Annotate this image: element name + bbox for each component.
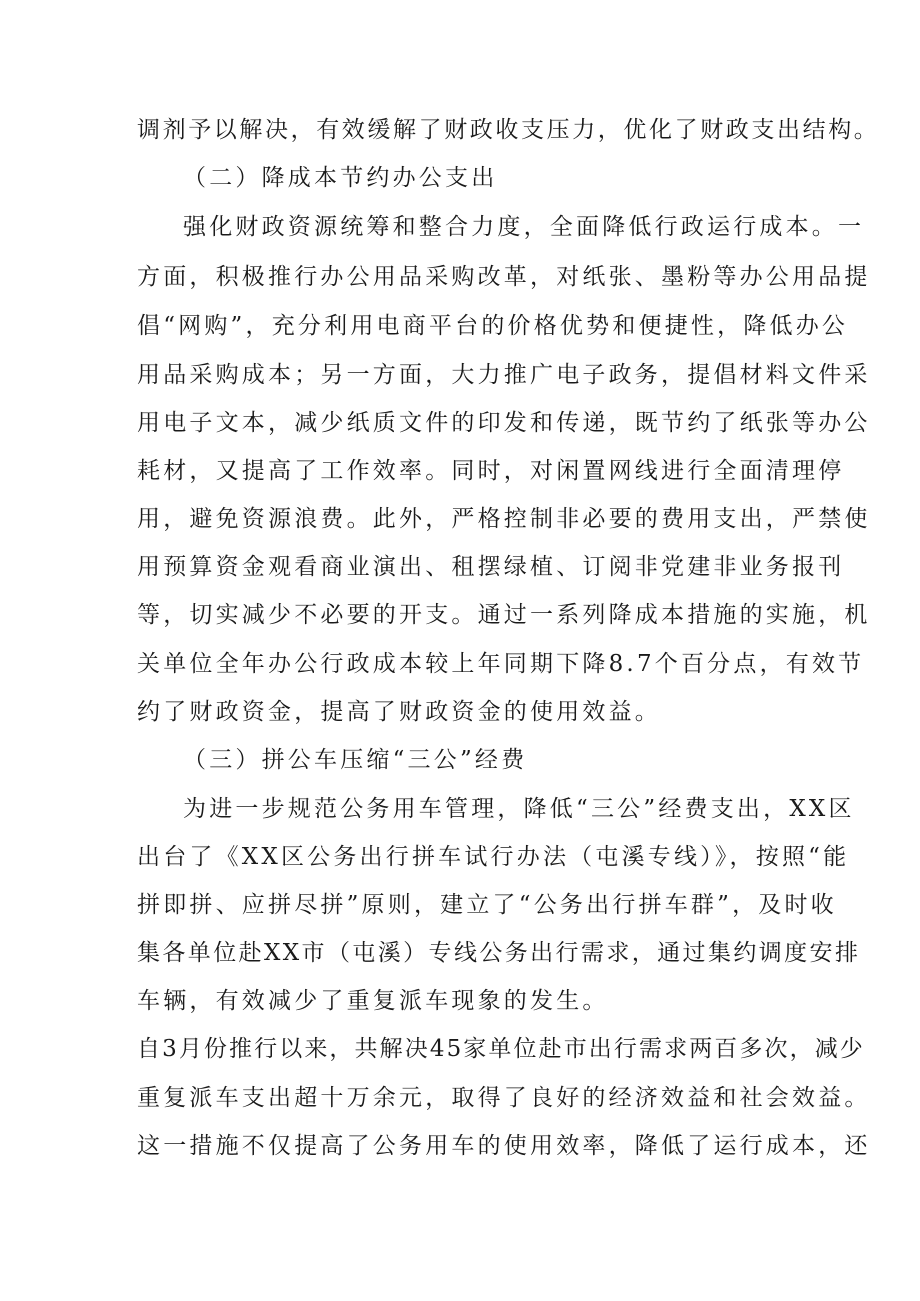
body-text-line: 用预算资金观看商业演出、租摆绿植、订阅非党建非业务报刊 — [137, 554, 845, 580]
body-text-line: 等，切实减少不必要的开支。通过一系列降成本措施的实施，机 — [137, 602, 871, 628]
body-text-line: 这一措施不仅提高了公务用车的使用效率，降低了运行成本，还 — [137, 1133, 871, 1159]
body-text-line: 耗材，又提高了工作效率。同时，对闲置网线进行全面清理停 — [137, 458, 845, 484]
body-text-line: 关单位全年办公行政成本较上年同期下降8.7个百分点，有效节 — [137, 651, 865, 677]
body-text-line: 用品采购成本；另一方面，大力推广电子政务，提倡材料文件采 — [137, 362, 871, 388]
body-text-line: 强化财政资源统筹和整合力度，全面降低行政运行成本。一 — [183, 214, 865, 240]
body-text-line: 出台了《XX区公务出行拼车试行办法（屯溪专线）》，按照“能 — [137, 844, 850, 870]
section-heading: （二）降成本节约办公支出 — [183, 165, 498, 191]
body-text-line: 约了财政资金，提高了财政资金的使用效益。 — [137, 699, 661, 725]
body-text-line: 用电子文本，减少纸质文件的印发和传递，既节约了纸张等办公 — [137, 410, 871, 436]
section-heading: （三）拼公车压缩“三公”经费 — [183, 747, 528, 773]
body-text-line: 拼即拼、应拼尽拼”原则，建立了“公务出行拼车群”，及时收 — [137, 892, 837, 918]
body-text-line: 车辆，有效减少了重复派车现象的发生。 — [137, 988, 609, 1014]
body-text-line: 用，避免资源浪费。此外，严格控制非必要的费用支出，严禁使 — [137, 506, 871, 532]
body-text-line: 自3月份推行以来，共解决45家单位赴市出行需求两百多次，减少 — [137, 1036, 865, 1062]
body-text-line: 为进一步规范公务用车管理，降低“三公”经费支出，XX区 — [183, 796, 855, 822]
body-text-line: 集各单位赴XX市（屯溪）专线公务出行需求，通过集约调度安排 — [137, 940, 861, 966]
body-text-line: 调剂予以解决，有效缓解了财政收支压力，优化了财政支出结构。 — [137, 117, 880, 143]
body-text-line: 方面，积极推行办公用品采购改革，对纸张、墨粉等办公用品提 — [137, 264, 871, 290]
body-text-line: 倡“网购”，充分利用电商平台的价格优势和便捷性，降低办公 — [137, 313, 849, 339]
body-text-line: 重复派车支出超十万余元，取得了良好的经济效益和社会效益。 — [137, 1085, 871, 1111]
